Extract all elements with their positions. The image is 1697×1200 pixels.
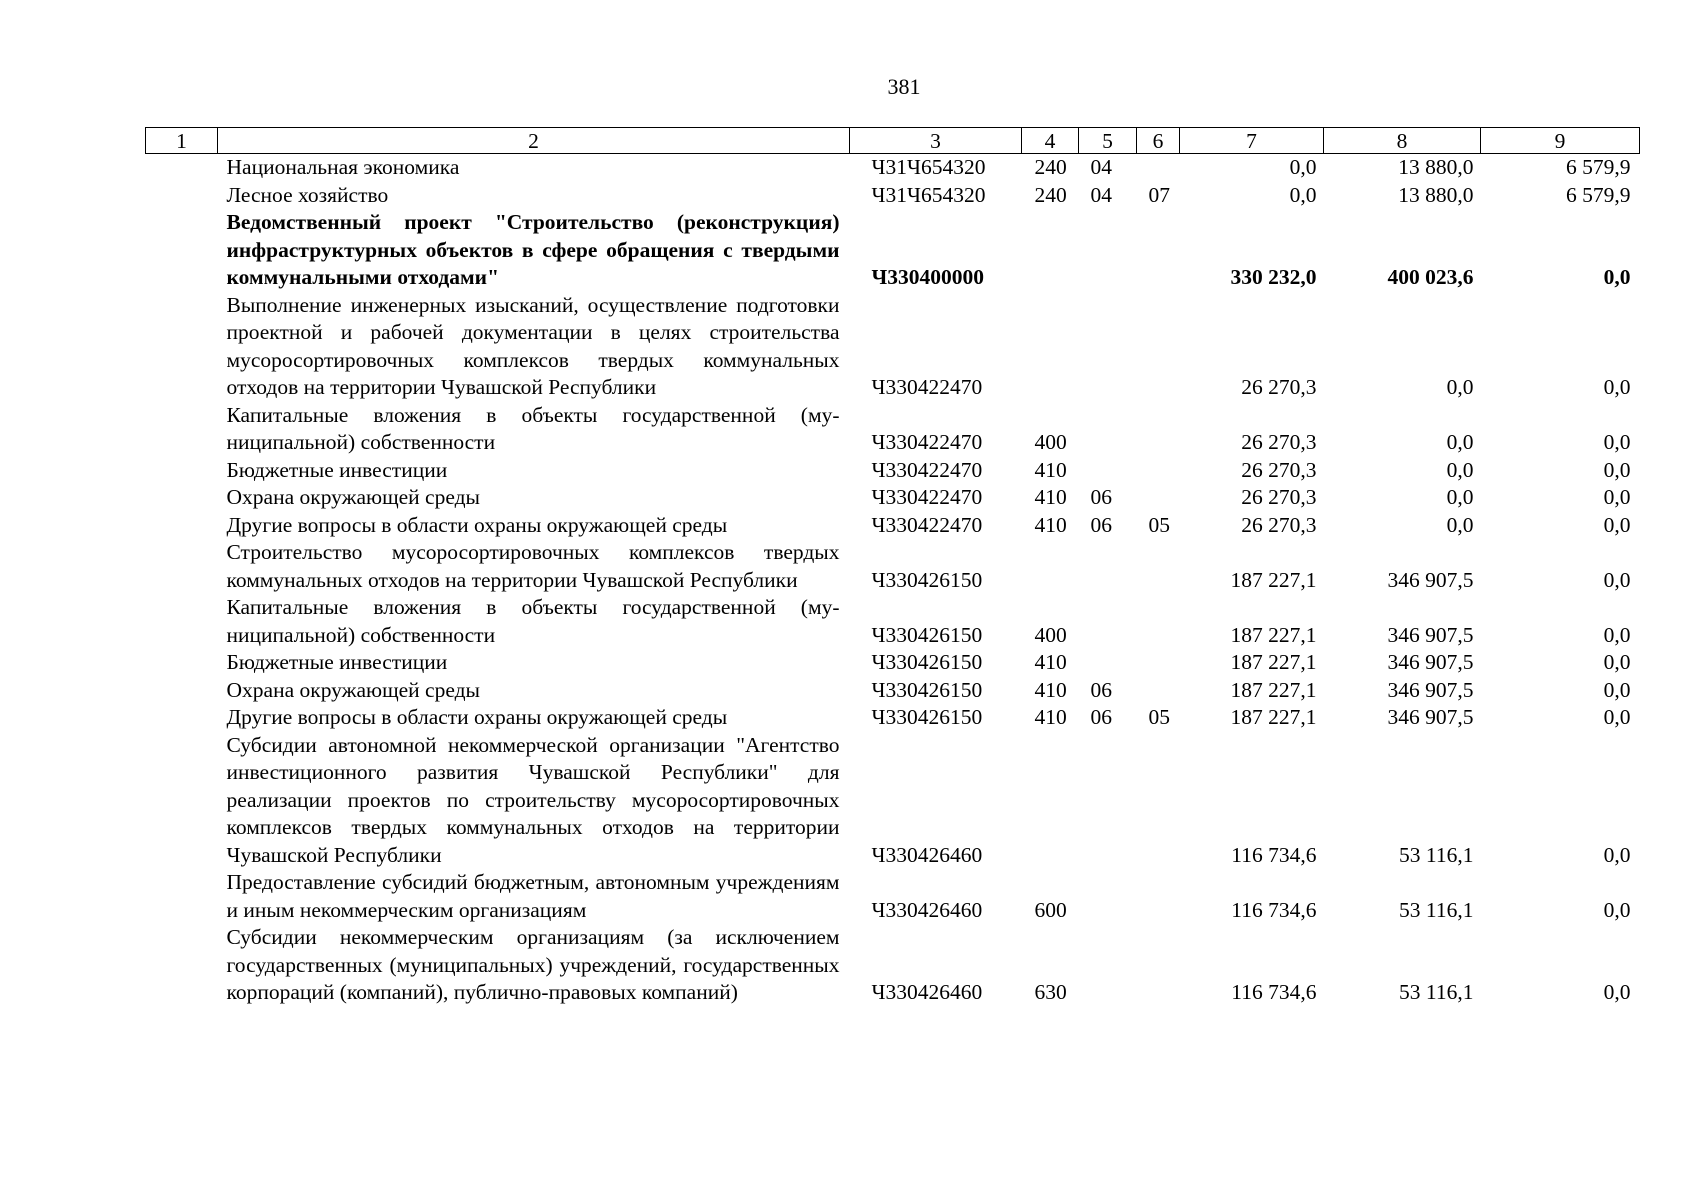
budget-table — [145, 127, 1640, 1007]
amount-col9: 6 579,9 — [1566, 182, 1631, 207]
empty-cell — [146, 924, 218, 1007]
table-row — [146, 649, 1640, 677]
amount-col9: 0,0 — [1603, 650, 1631, 674]
amount-col8: 0,0 — [1446, 457, 1474, 482]
table-row — [146, 457, 1640, 485]
row-name: Капитальные вложения в объекты государственной (муниципальной) собственности — [226, 595, 840, 647]
expense-type: 400 — [1034, 622, 1067, 647]
empty-cell — [146, 154, 218, 182]
expense-type — [1022, 209, 1079, 292]
amount-col7: 116 734,6 — [1231, 842, 1317, 867]
amount-col7: 187 227,1 — [1230, 567, 1317, 592]
expense-type: 410 — [1034, 705, 1067, 729]
subsection-code — [1137, 402, 1180, 457]
section-code — [1079, 594, 1137, 649]
target-code: Ч330426150 — [871, 677, 983, 702]
row-name: Другие вопросы в области охраны окружающей среды — [226, 705, 728, 729]
table-row — [146, 732, 1640, 870]
expense-type: 410 — [1034, 457, 1067, 482]
amount-col7: 187 227,1 — [1230, 677, 1317, 702]
empty-cell — [146, 539, 218, 594]
target-code: Ч31Ч654320 — [871, 182, 986, 207]
subsection-code — [1137, 677, 1180, 705]
amount-col7: 26 270,3 — [1241, 512, 1317, 537]
target-code: Ч330426150 — [871, 567, 983, 592]
column-header: 8 — [1324, 128, 1481, 154]
target-code: Ч330426150 — [871, 705, 983, 729]
section-code: 04 — [1090, 182, 1112, 207]
subsection-code — [1137, 539, 1180, 594]
target-code: Ч330426460 — [871, 980, 983, 1004]
subsection-code — [1137, 154, 1180, 182]
section-code — [1079, 209, 1137, 292]
row-name: Бюджетные инвестиции — [226, 650, 448, 674]
section-code — [1079, 649, 1137, 677]
expense-type: 410 — [1034, 512, 1067, 537]
amount-col8: 346 907,5 — [1387, 705, 1474, 729]
column-header: 1 — [146, 128, 218, 154]
expense-type — [1022, 539, 1079, 594]
table-row — [146, 209, 1640, 292]
amount-col8: 346 907,5 — [1387, 622, 1474, 647]
row-name: Другие вопросы в области охраны окружающей среды — [226, 512, 728, 537]
amount-col7: 26 270,3 — [1241, 457, 1317, 482]
row-name: Капитальные вложения в объекты государственной (муниципальной) собственности — [226, 402, 840, 454]
section-code: 06 — [1090, 677, 1112, 702]
amount-col9: 0,0 — [1603, 457, 1631, 482]
amount-col9: 0,0 — [1603, 430, 1631, 454]
amount-col9: 0,0 — [1603, 265, 1631, 289]
target-code: Ч330426150 — [871, 650, 983, 674]
amount-col9: 6 579,9 — [1566, 155, 1631, 179]
target-code: Ч330422470 — [871, 485, 983, 509]
amount-col8: 0,0 — [1446, 375, 1474, 399]
row-name: Предоставление субсидий бюджетным, автономным учреждениям и иным некоммерческим организациям — [226, 870, 840, 922]
subsection-code — [1137, 869, 1180, 924]
expense-type: 600 — [1034, 897, 1067, 922]
empty-cell — [146, 704, 218, 732]
empty-cell — [146, 292, 218, 402]
table-row — [146, 402, 1640, 457]
expense-type: 400 — [1034, 430, 1067, 454]
column-header: 7 — [1180, 128, 1324, 154]
section-code — [1079, 457, 1137, 485]
empty-cell — [146, 457, 218, 485]
row-name: Национальная экономика — [226, 155, 460, 179]
table-row — [146, 924, 1640, 1007]
amount-col7: 187 227,1 — [1230, 622, 1317, 647]
amount-col7: 187 227,1 — [1230, 705, 1317, 729]
table-row — [146, 539, 1640, 594]
amount-col8: 0,0 — [1446, 430, 1474, 454]
amount-col9: 0,0 — [1603, 512, 1631, 537]
amount-col9: 0,0 — [1603, 375, 1631, 399]
empty-cell — [146, 512, 218, 540]
row-name: Охрана окружающей среды — [226, 677, 480, 702]
section-code: 06 — [1090, 512, 1112, 537]
section-code — [1079, 869, 1137, 924]
expense-type: 240 — [1034, 182, 1067, 207]
amount-col9: 0,0 — [1603, 705, 1631, 729]
subsection-code: 07 — [1148, 182, 1170, 207]
amount-col9: 0,0 — [1603, 567, 1631, 592]
amount-col8: 13 880,0 — [1398, 155, 1474, 179]
amount-col9: 0,0 — [1603, 980, 1631, 1004]
amount-col7: 0,0 — [1289, 155, 1317, 179]
table-row — [146, 677, 1640, 705]
amount-col9: 0,0 — [1603, 622, 1631, 647]
target-code: Ч330426460 — [871, 897, 983, 922]
table-row — [146, 292, 1640, 402]
subsection-code — [1137, 292, 1180, 402]
amount-col7: 26 270,3 — [1241, 430, 1317, 454]
amount-col8: 53 116,1 — [1399, 842, 1474, 867]
expense-type: 240 — [1034, 155, 1067, 179]
subsection-code — [1137, 209, 1180, 292]
subsection-code — [1137, 484, 1180, 512]
subsection-code — [1137, 649, 1180, 677]
section-code: 04 — [1090, 155, 1112, 179]
column-header: 3 — [850, 128, 1022, 154]
amount-col8: 53 116,1 — [1399, 980, 1474, 1004]
expense-type: 410 — [1034, 650, 1067, 674]
amount-col9: 0,0 — [1603, 842, 1631, 867]
target-code: Ч330400000 — [871, 265, 985, 289]
subsection-code: 05 — [1148, 705, 1170, 729]
row-name: Субсидии автономной некоммерческой организации "Агентство инвестиционного развития Чувашской Республики" для реализации проектов по строительству мусоросортировочных комплексов твердых коммунальных отходов на территории Чувашской Республики — [226, 732, 840, 867]
column-header: 4 — [1022, 128, 1079, 154]
empty-cell — [146, 649, 218, 677]
table-row — [146, 512, 1640, 540]
target-code: Ч330422470 — [871, 457, 983, 482]
section-code — [1079, 924, 1137, 1007]
amount-col8: 53 116,1 — [1399, 897, 1474, 922]
section-code: 06 — [1090, 485, 1112, 509]
empty-cell — [146, 484, 218, 512]
target-code: Ч31Ч654320 — [871, 155, 986, 179]
target-code: Ч330426460 — [871, 842, 983, 867]
subsection-code — [1137, 594, 1180, 649]
amount-col8: 346 907,5 — [1387, 677, 1474, 702]
empty-cell — [146, 594, 218, 649]
empty-cell — [146, 732, 218, 870]
column-header: 6 — [1137, 128, 1180, 154]
amount-col7: 0,0 — [1289, 182, 1317, 207]
expense-type: 410 — [1034, 485, 1067, 509]
amount-col8: 0,0 — [1446, 485, 1474, 509]
expense-type — [1022, 292, 1079, 402]
target-code: Ч330426150 — [871, 622, 983, 647]
target-code: Ч330422470 — [871, 375, 983, 399]
subsection-code: 05 — [1148, 512, 1170, 537]
target-code: Ч330422470 — [871, 512, 983, 537]
page-number: 381 — [887, 74, 921, 99]
empty-cell — [146, 209, 218, 292]
amount-col8: 346 907,5 — [1387, 567, 1474, 592]
section-code — [1079, 732, 1137, 870]
expense-type — [1022, 732, 1079, 870]
subsection-code — [1137, 732, 1180, 870]
section-code — [1079, 292, 1137, 402]
amount-col7: 26 270,3 — [1241, 375, 1317, 399]
empty-cell — [146, 677, 218, 705]
column-header: 5 — [1079, 128, 1137, 154]
row-name: Строительство мусоросортировочных комплексов твердых коммунальных отходов на территории Чувашской Республики — [226, 540, 840, 592]
amount-col8: 13 880,0 — [1398, 182, 1474, 207]
target-code: Ч330422470 — [871, 430, 983, 454]
table-row — [146, 484, 1640, 512]
empty-cell — [146, 869, 218, 924]
empty-cell — [146, 182, 218, 210]
table-row — [146, 594, 1640, 649]
subsection-code — [1137, 924, 1180, 1007]
amount-col7: 26 270,3 — [1241, 485, 1317, 509]
section-code: 06 — [1090, 705, 1112, 729]
column-header: 9 — [1481, 128, 1640, 154]
amount-col9: 0,0 — [1603, 485, 1631, 509]
table-row — [146, 154, 1640, 182]
empty-cell — [146, 402, 218, 457]
section-code — [1079, 539, 1137, 594]
column-header: 2 — [218, 128, 850, 154]
amount-col9: 0,0 — [1603, 897, 1631, 922]
table-row — [146, 182, 1640, 210]
row-name: Лесное хозяйство — [226, 182, 389, 207]
row-name: Охрана окружающей среды — [226, 485, 480, 509]
row-name: Субсидии некоммерческим организациям (за исключением государственных (муниципальных) учреждений, государственных корпораций (компаний), публично-правовых компаний) — [226, 925, 840, 1004]
row-name: Ведомственный проект "Строительство (реконструкция) инфраструктурных объектов в сфере обращения с твердыми коммунальными отходами" — [226, 210, 840, 289]
row-name: Выполнение инженерных изысканий, осуществление подготовки проектной и рабочей документации в целях строительства мусоросортировочных комплексов твердых коммунальных отходов на территории Чувашской Республики — [226, 292, 840, 399]
amount-col7: 116 734,6 — [1231, 897, 1317, 922]
subsection-code — [1137, 457, 1180, 485]
table-body — [146, 154, 1640, 1007]
amount-col7: 330 232,0 — [1230, 265, 1317, 289]
row-name: Бюджетные инвестиции — [226, 457, 448, 482]
amount-col8: 400 023,6 — [1387, 265, 1474, 289]
amount-col8: 0,0 — [1446, 512, 1474, 537]
amount-col7: 116 734,6 — [1231, 980, 1317, 1004]
table-row — [146, 869, 1640, 924]
amount-col8: 346 907,5 — [1387, 650, 1474, 674]
expense-type: 410 — [1034, 677, 1067, 702]
table-row — [146, 704, 1640, 732]
column-number-header — [146, 128, 1640, 154]
section-code — [1079, 402, 1137, 457]
expense-type: 630 — [1034, 980, 1067, 1004]
amount-col7: 187 227,1 — [1230, 650, 1317, 674]
amount-col9: 0,0 — [1603, 677, 1631, 702]
